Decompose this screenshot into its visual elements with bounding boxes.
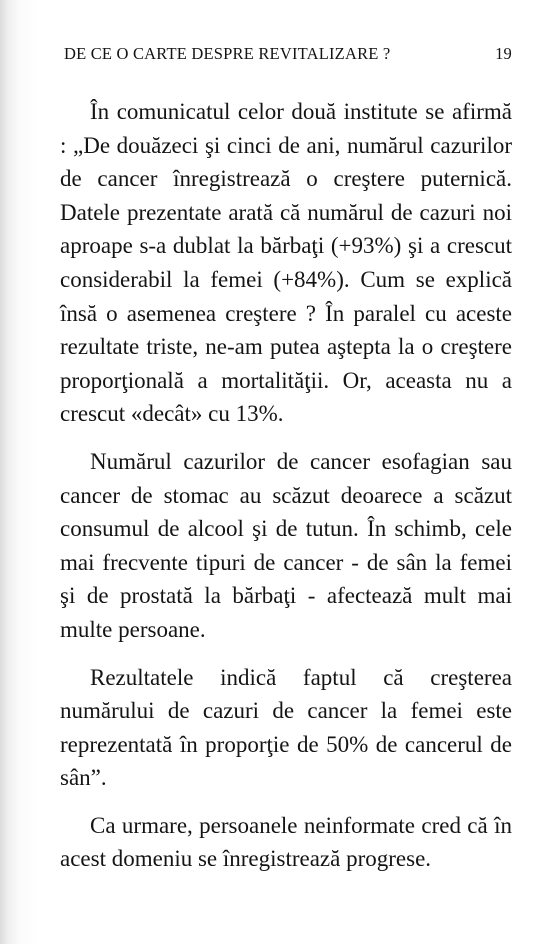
chapter-title: DE CE O CARTE DESPRE REVITALIZARE ?: [64, 44, 391, 63]
paragraph: Numărul cazurilor de cancer esofagian sau cancer de stomac au scăzut deoarece a scăzut consumul de alcool şi de tutun. În schimb, cele mai frecvente tipuri de cancer - de sân la femei şi de prostată la bărbaţi - afectează mult mai multe persoane.: [60, 448, 512, 642]
body-text: [60, 95, 512, 890]
running-header: [64, 44, 512, 64]
page-number: 19: [495, 44, 512, 63]
paragraph: În comunicatul celor două institute se afirmă : „De douăzeci şi cinci de ani, numărul cazurilor de cancer înregistrează o creştere puternică. Datele prezentate arată că numărul de cazuri noi aproape s-a dublat la bărbaţi (+93%) şi a crescut considerabil la femei (+84%). Cum se explică însă o asemenea creştere ? În paralel cu aceste rezultate triste, ne-am putea aştepta la o creştere proporţională a mortalităţii. Or, aceasta nu a crescut «decât» cu 13%.: [60, 99, 512, 427]
paragraph: Rezultatele indică faptul că creşterea numărului de cazuri de cancer la femei este reprezentată în proporţie de 50% de cancerul de sân”.: [60, 664, 512, 791]
paragraph: Ca urmare, persoanele neinformate cred că în acest domeniu se înregistrează progrese.: [60, 812, 512, 872]
